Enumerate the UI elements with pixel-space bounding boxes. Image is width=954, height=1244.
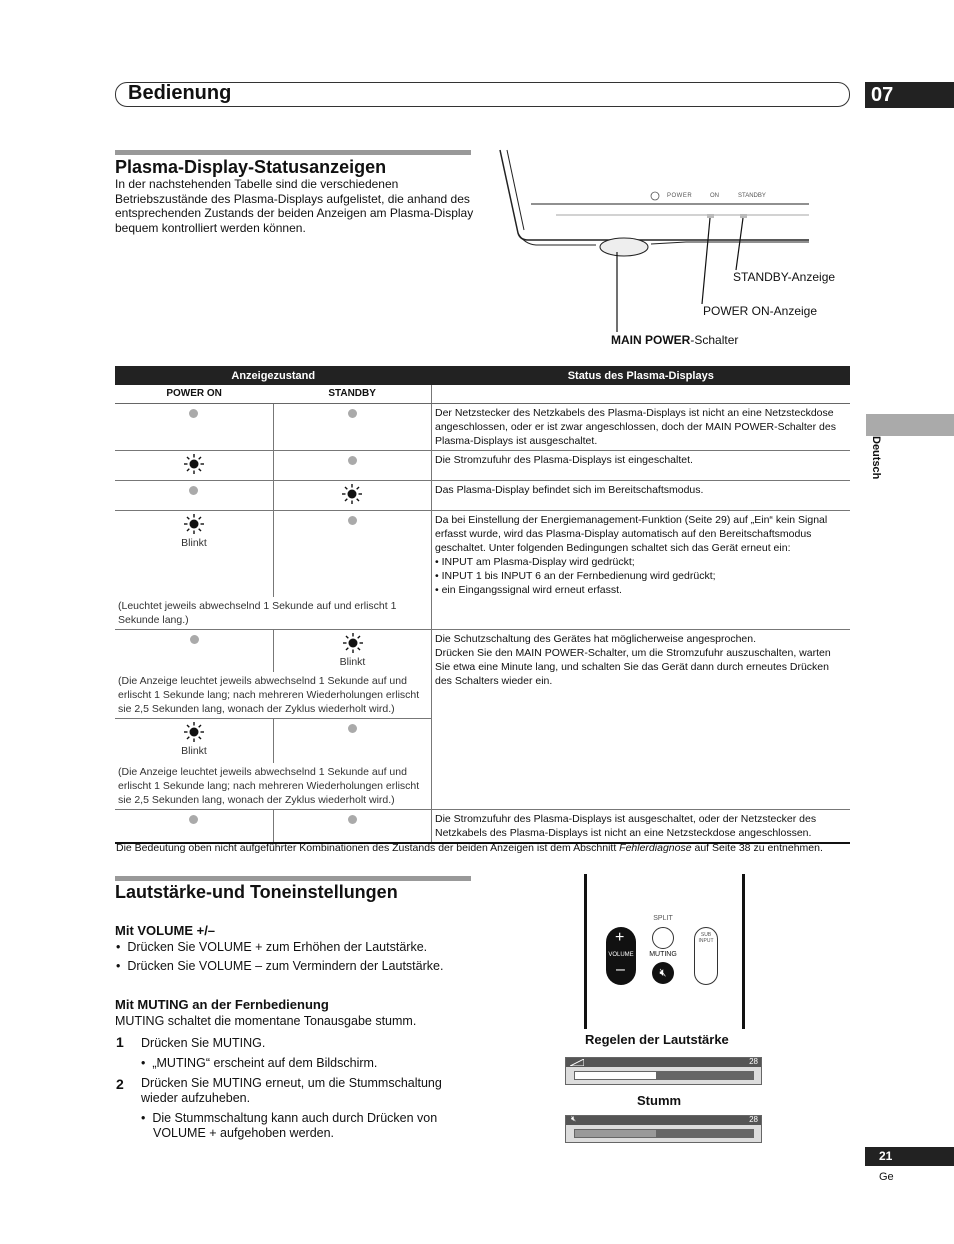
led-off-icon: [189, 486, 198, 495]
led-off-icon: [348, 815, 357, 824]
muting-label: MUTING: [649, 951, 677, 958]
volume-value: 28: [749, 1057, 758, 1066]
col-power-on: POWER ON: [115, 385, 273, 403]
language-label: Deutsch: [870, 436, 882, 480]
led-off-icon: [348, 456, 357, 465]
led-blink-icon: [184, 514, 204, 534]
step-2-text: Drücken Sie MUTING erneut, um die Stummschaltung wieder aufzuheben.: [141, 1076, 442, 1105]
split-button[interactable]: [652, 927, 674, 949]
sub-input-label: SUB INPUT: [698, 932, 714, 944]
remote-panel: [584, 874, 746, 1029]
led-off-icon: [189, 815, 198, 824]
blink-label: Blinkt: [181, 536, 207, 549]
led-on-icon: [342, 484, 362, 504]
poweron-callout: POWER ON-Anzeige: [703, 304, 818, 318]
step-1-text: Drücken Sie MUTING.: [141, 1036, 266, 1050]
volume-label: VOLUME: [608, 952, 634, 958]
section-divider: [115, 150, 471, 155]
blink-note: (Die Anzeige leuchtet jeweils abwechselnd 1 Sekunde auf und erlischt 1 Sekunde lang; nach mehreren Wiederholungen erlischt sie 2,5 Sekunden lang, wonach der Zyklus wiederholt wird.): [118, 674, 420, 715]
table-row: [115, 450, 850, 480]
blink-note: (Leuchtet jeweils abwechselnd 1 Sekunde auf und erlischt 1 Sekunde lang.): [118, 599, 397, 626]
table-header-status: Status des Plasma-Displays: [432, 366, 851, 385]
volume-bullet-1: • Drücken Sie VOLUME + zum Erhöhen der Lautstärke.: [116, 940, 428, 954]
volume-icon: [570, 1059, 584, 1066]
chapter-number: 07: [865, 82, 954, 108]
status-table: [115, 366, 850, 844]
row-status: Die Schutzschaltung des Gerätes hat möglicherweise angesprochen. Drücken Sie den MAIN POWER-Schalter, um die Stromzufuhr auszuschalten, warten Sie etwa eine Minute lang, und schalten Sie das Gerät dann durch erneutes Drücken des Schalters wieder ein.: [432, 629, 851, 809]
main-power-callout: MAIN POWER-Schalter: [611, 333, 739, 347]
row-status: Die Stromzufuhr des Plasma-Displays ist ausgeschaltet, oder der Netzstecker des Netzkabels des Plasma-Displays ist nicht an eine Netzsteckdose angeschlossen.: [432, 809, 851, 843]
muting-desc: MUTING schaltet die momentane Tonausgabe stumm.: [115, 1014, 417, 1028]
step-2-sub: • Die Stummschaltung kann auch durch Drücken von VOLUME + aufgehoben werden.: [141, 1111, 438, 1140]
row-status: Der Netzstecker des Netzkabels des Plasma-Displays ist nicht an eine Netzsteckdose angeschlossen, oder er ist zwar angeschlossen, doch der MAIN POWER-Schalter des Plasma-Displays ist ausgeschaltet.: [432, 403, 851, 450]
volume-caption: Regelen der Lautstärke: [585, 1032, 729, 1047]
step-2-number: 2: [116, 1076, 124, 1092]
muting-heading: Mit MUTING an der Fernbedienung: [115, 997, 329, 1012]
mute-track: [574, 1129, 754, 1138]
step-1-number: 1: [116, 1034, 124, 1050]
led-on-icon: [184, 454, 204, 474]
page-number: 21: [865, 1147, 954, 1166]
volume-osd: [565, 1057, 762, 1085]
led-off-icon: [190, 635, 199, 644]
table-row: [115, 403, 850, 450]
table-header-state: Anzeigezustand: [115, 366, 432, 385]
section-intro: In der nachstehenden Tabelle sind die verschiedenen Betriebszustände des Plasma-Displays aufgelistet, die anhand des entsprechenden Zustands der beiden Anzeigen am Plasma-Display bequem kontrolliert werden können.: [115, 177, 474, 235]
section-title-status: Plasma-Display-Statusanzeigen: [115, 157, 387, 177]
led-blink-icon: [343, 633, 363, 653]
table-row: [115, 629, 850, 718]
col-standby: STANDBY: [273, 385, 431, 403]
blink-label: Blinkt: [339, 655, 366, 668]
row-status: Die Stromzufuhr des Plasma-Displays ist eingeschaltet.: [432, 450, 851, 480]
row-status: Da bei Einstellung der Energiemanagement-Funktion (Seite 29) auf „Ein“ kein Signal erfasst wurde, wird das Plasma-Display automatisch auf den Bereitschaftsmodus geschaltet. Unter folgenden Bedingungen schaltet sich das Gerät erneut ein: • INPUT am Plasma-Display wird gedrückt; • INPUT 1 bis INPUT 6 an der Fernbedienung wird gedrückt; • ein Eingangssignal wird erneut erfasst.: [432, 510, 851, 629]
volume-heading: Mit VOLUME +/–: [115, 923, 216, 938]
mute-caption: Stumm: [637, 1093, 682, 1108]
blink-note: (Die Anzeige leuchtet jeweils abwechselnd 1 Sekunde auf und erlischt 1 Sekunde lang; nach mehreren Wiederholungen erlischt sie 2,5 Sekunden lang, wonach der Zyklus wiederholt wird.): [118, 765, 420, 806]
panel-on-label: ON: [710, 193, 719, 199]
muting-button[interactable]: [652, 962, 674, 984]
led-blink-icon: [184, 722, 204, 742]
mute-speaker-icon: 🔇︎: [571, 1114, 577, 1123]
display-diagram: [496, 148, 856, 348]
table-row: [115, 510, 850, 629]
mute-osd: [565, 1115, 762, 1143]
mute-fill: [574, 1129, 657, 1138]
page-title: Bedienung: [128, 82, 232, 104]
volume-fill: [574, 1071, 657, 1080]
blink-label: Blinkt: [181, 744, 207, 757]
split-label: SPLIT: [653, 915, 673, 922]
row-status: Das Plasma-Display befindet sich im Bereitschaftsmodus.: [432, 480, 851, 510]
volume-bullet-2: • Drücken Sie VOLUME – zum Vermindern der Lautstärke.: [116, 959, 444, 973]
volume-down-icon: –: [616, 961, 625, 978]
led-off-icon: [189, 409, 198, 418]
table-row: [115, 809, 850, 843]
volume-up-icon: +: [615, 929, 625, 946]
table-row: [115, 480, 850, 510]
panel-power-label: POWER: [667, 193, 693, 199]
volume-track: [574, 1071, 754, 1080]
step-1-sub: • „MUTING“ erscheint auf dem Bildschirm.: [141, 1056, 378, 1070]
standby-callout: STANDBY-Anzeige: [733, 270, 836, 284]
led-off-icon: [348, 724, 357, 733]
led-off-icon: [348, 516, 357, 525]
speaker-mute-icon: 🔇︎: [659, 967, 667, 979]
language-tab: [866, 414, 954, 436]
page-language: Ge: [879, 1171, 894, 1183]
led-off-icon: [348, 409, 357, 418]
panel-standby-label: STANDBY: [738, 193, 766, 199]
section-title-volume: Lautstärke-und Toneinstellungen: [115, 882, 398, 902]
table-footnote: Die Bedeutung oben nicht aufgeführter Kombinationen des Zustands der beiden Anzeigen ist dem Abschnitt Fehlerdiagnose auf Seite 38 zu entnehmen.: [116, 842, 823, 854]
section-divider: [115, 876, 471, 881]
mute-value: 28: [749, 1115, 758, 1124]
